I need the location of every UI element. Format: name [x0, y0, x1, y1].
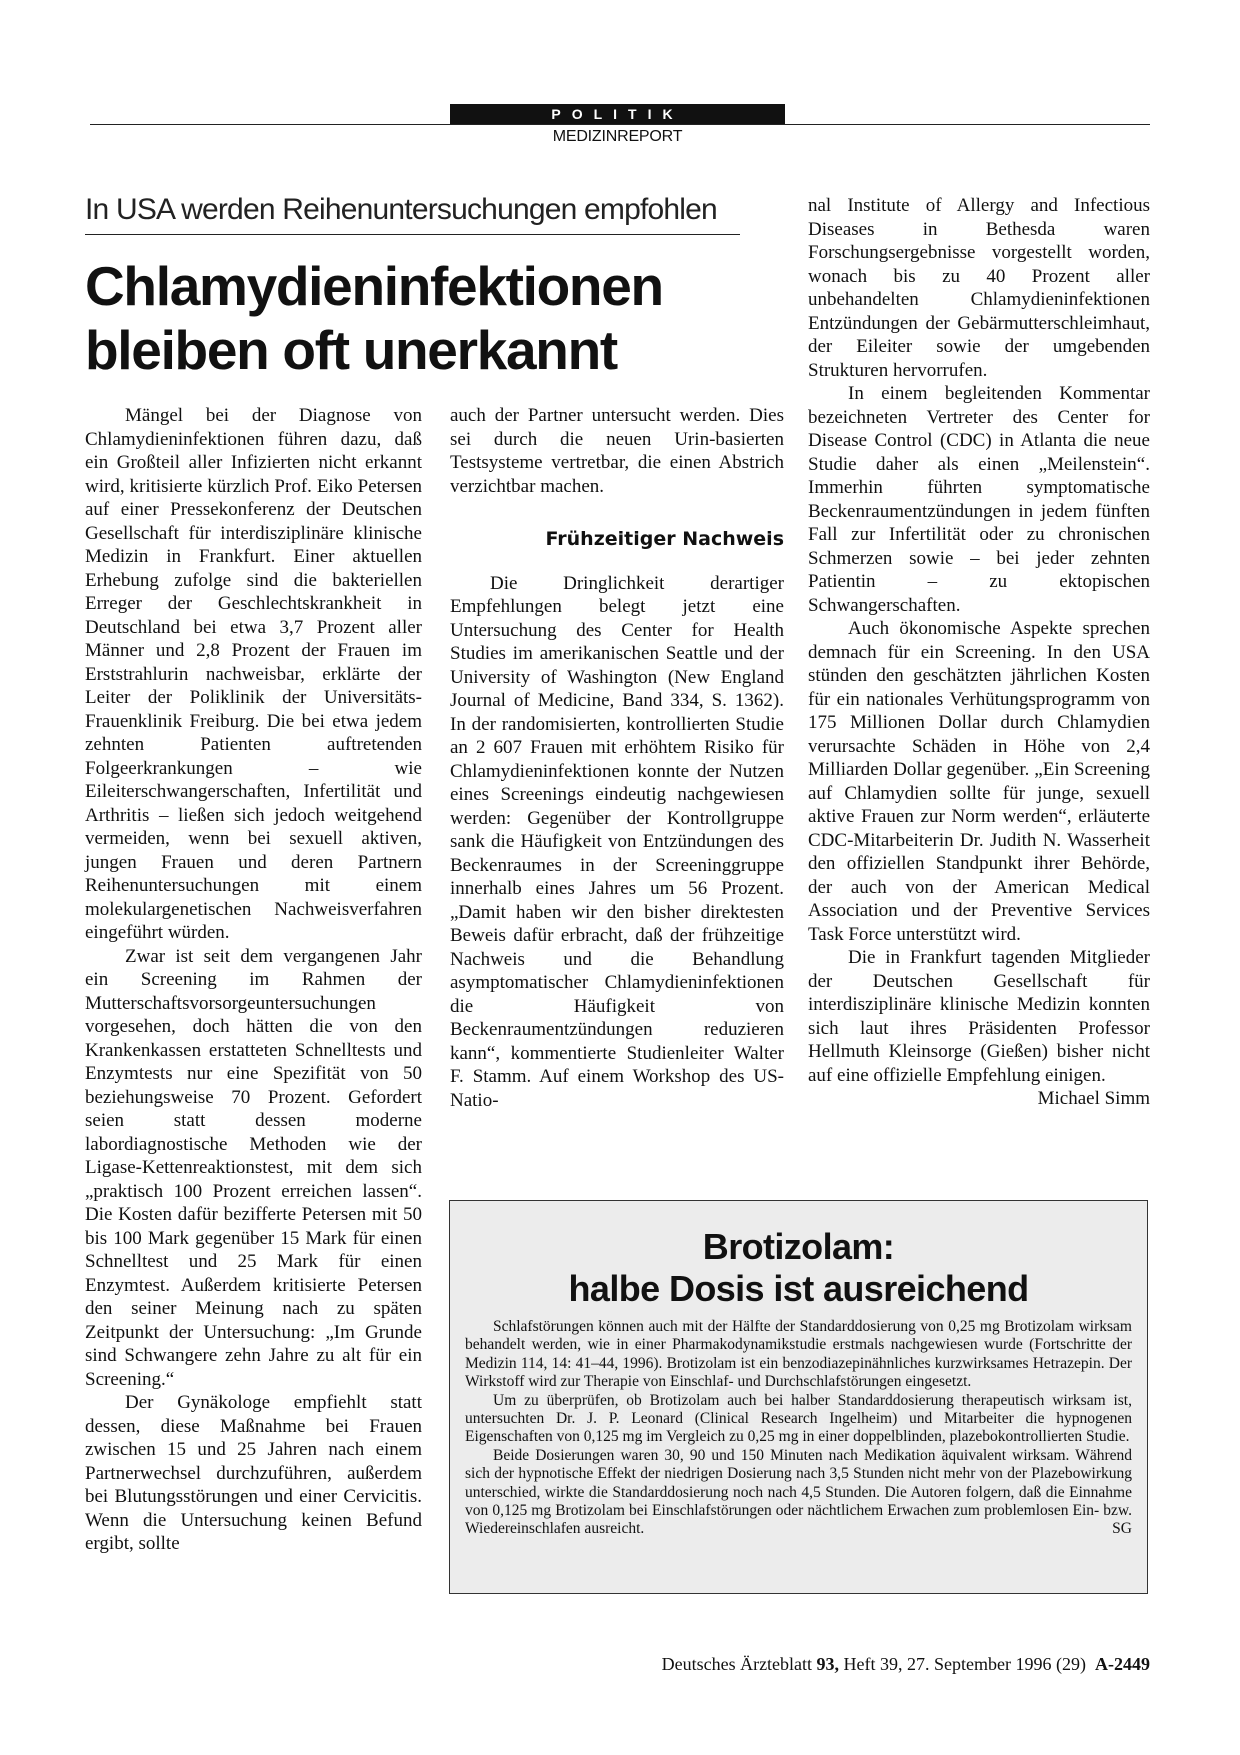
footer-journal: Deutsches Ärzteblatt: [661, 1654, 813, 1674]
page-footer: [662, 1654, 1150, 1675]
article-paragraph: nal Institute of Allergy and Infectious Diseases in Bethesda waren Forschungsergebnisse vorgestellt worden, wonach bis zu 40 Prozent aller unbehandelten Chlamydieninfektionen Entzündungen der Gebärmutterschleimhaut, der Eileiter sowie der umgebenden Strukturen hervorrufen.: [808, 195, 1150, 381]
footer-volume: 93,: [816, 1654, 840, 1674]
box-headline-line-1: Brotizolam:: [702, 1226, 895, 1267]
box-paragraph: [465, 1447, 1132, 1539]
box-paragraph-text: Beide Dosierungen waren 30, 90 und 150 Minuten nach Medikation äquivalent wirksam. Während sich der hypnotische Effekt der niedrigen Dosierung nach 3,5 Stunden nicht mehr von der Plazebowirkung unterschied, wirkte die Standarddosierung noch nach 4,5 Stunden. Die Autoren folgern, daß die Einnahme von 0,125 mg Brotizolam bei Einschlafstörungen oder nächtlichem Erwachen zum problemlosen Ein- bzw. Wiedereinschlafen ausreicht.: [465, 1446, 1132, 1538]
box-paragraph: Um zu überprüfen, ob Brotizolam auch bei halber Standarddosierung therapeutisch wirksam ist, untersuchten Dr. J. P. Leonard (Clinical Research Ingelheim) und Mitarbeiter die hypnogenen Eigenschaften von 0,125 mg im Vergleich zu 0,25 mg in einer doppelblinden, plazebokontrollierten Studie.: [465, 1391, 1132, 1446]
article-column-3: [808, 194, 1150, 1111]
footer-issue: Heft 39, 27. September 1996 (29): [843, 1654, 1086, 1674]
kicker-rule: [85, 234, 740, 235]
headline-line-1: Chlamydieninfektionen: [85, 255, 663, 317]
article-paragraph-text: Die in Frankfurt tagenden Mitglieder der Deutschen Gesellschaft für interdisziplinäre klinische Medizin konnten sich laut ihres Präsidenten Professor Hellmuth Kleinsorge (Gießen) bisher nicht auf eine offizielle Empfehlung einigen.: [808, 947, 1150, 1086]
header-rule: [90, 124, 1150, 125]
article-paragraph: In einem begleitenden Kommentar bezeichneten Vertreter des Center for Disease Control (CDC) in Atlanta die neue Studie daher als einen „Meilenstein“. Immerhin führten symptomatische Beckenraumentzündungen in jedem fünften Fall zur Infertilität oder zu chronischen Schmerzen sowie – bei jeder zehnten Patientin – zu ektopischen Schwangerschaften.: [808, 383, 1150, 616]
box-author-signature: SG: [1112, 1520, 1132, 1538]
box-paragraph: Schlafstörungen können auch mit der Hälfte der Standarddosierung von 0,25 mg Brotizolam wirksam behandelt werden, wie in einer Pharmakodynamikstudie erstmals nachgewiesen wurde (Fortschritte der Medizin 114, 14: 41–44, 1996). Brotizolam ist ein benzodiazepinähnliches kurzwirksames Hetrazepin. Der Wirkstoff wird zur Therapie von Einschlaf- und Durchschlafstörungen eingesetzt.: [465, 1318, 1132, 1391]
article-column-1: [85, 404, 422, 1556]
box-body: [465, 1318, 1132, 1539]
article-paragraph: auch der Partner untersucht werden. Dies sei durch die neuen Urin-basierten Testsysteme vertretbar, die einen Abstrich verzichtbar machen.: [450, 405, 784, 497]
section-subheading: Frühzeitiger Nachweis: [545, 528, 784, 550]
headline-line-2: bleiben oft unerkannt: [85, 319, 617, 381]
footer-page-number: A-2449: [1095, 1654, 1150, 1674]
box-headline: [449, 1226, 1148, 1310]
box-headline-line-2: halbe Dosis ist ausreichend: [568, 1268, 1029, 1309]
article-paragraph-last: [808, 946, 1150, 1109]
article-paragraph: Der Gynäkologe empfiehlt statt dessen, diese Maßnahme bei Frauen zwischen 15 und 25 Jahren nach einem Partnerwechsel durchzuführen, außerdem bei Blutungsstörungen und einer Cervicitis. Wenn die Untersuchung keinen Befund ergibt, sollte: [85, 1392, 422, 1554]
article-paragraph: Mängel bei der Diagnose von Chlamydieninfektionen führen dazu, daß ein Großteil aller Infizierten nicht erkannt wird, kritisierte kürzlich Prof. Eiko Petersen auf einer Pressekonferenz der Deutschen Gesellschaft für interdisziplinäre klinische Medizin in Frankfurt. Einer aktuellen Erhebung zufolge sind die bakteriellen Erreger der Geschlechtskrankheit in Deutschland bei etwa 3,7 Prozent aller Männer und 2,8 Prozent der Frauen im Erststrahlurin nachweisbar, erklärte der Leiter der Poliklinik der Universitäts-Frauenklinik Freiburg. Die bei etwa jedem zehnten Patienten auftretenden Folgeerkrankungen – wie Eileiterschwangerschaften, Infertilität und Arthritis – ließen sich jedoch weitgehend vermeiden, wenn bei sexuell aktiven, jungen Frauen und deren Partnern Reihenuntersuchungen mit einem molekulargenetischen Nachweisverfahren eingeführt würden.: [85, 405, 422, 943]
article-paragraph: Zwar ist seit dem vergangenen Jahr ein Screening im Rahmen der Mutterschaftsvorsorgeuntersuchungen vorgesehen, doch hätten die von den Krankenkassen erstatteten Schnelltests und Enzymtests nur eine Spezifität von 50 beziehungsweise 70 Prozent. Gefordert seien statt dessen moderne labordiagnostische Methoden wie der Ligase-Kettenreaktionstest, mit dem sich „praktisch 100 Prozent erreichen lassen“. Die Kosten dafür bezifferte Petersen mit 50 bis 100 Mark gegenüber 15 Mark für einen Schnelltest und 25 Mark für einen Enzymtest. Außerdem kritisierte Petersen den seiner Meinung nach zu späten Zeitpunkt der Untersuchung: „Im Grunde sind Schwangere zehn Jahre zu alt für ein Screening.“: [85, 945, 422, 1390]
article-headline: [85, 254, 745, 382]
article-paragraph: Auch ökonomische Aspekte sprechen demnach für ein Screening. In den USA stünden den geschätzten jährlichen Kosten für ein nationales Verhütungsprogramm von 175 Millionen Dollar durch Chlamydien verursachte Schäden in Höhe von 2,4 Milliarden Dollar gegenüber. „Ein Screening auf Chlamydien sollte für junge, sexuell aktive Frauen zur Norm werden“, erläuterte CDC-Mitarbeiterin Dr. Judith N. Wasserheit den offiziellen Standpunkt ihrer Behörde, der auch von der American Medical Association und der Preventive Services Task Force unterstützt wird.: [808, 618, 1150, 945]
article-column-2: [450, 404, 784, 1112]
section-label: POLITIK: [450, 104, 785, 124]
author-signature: Michael Simm: [1037, 1088, 1150, 1109]
subsection-label: MEDIZINREPORT: [552, 128, 683, 145]
article-kicker: In USA werden Reihenuntersuchungen empfohlen: [85, 193, 717, 226]
article-paragraph: Die Dringlichkeit derartiger Empfehlungen belegt jetzt eine Untersuchung des Center for Health Studies im amerikanischen Seattle und der University of Washington (New England Journal of Medicine, Band 334, S. 1362). In der randomisierten, kontrollierten Studie an 2 607 Frauen mit erhöhtem Risiko für Chlamydieninfektionen konnte der Nutzen eines Screenings eindeutig nachgewiesen werden: Gegenüber der Kontrollgruppe sank die Häufigkeit von Entzündungen des Beckenraumes in der Screeninggruppe innerhalb eines Jahres um 56 Prozent. „Damit haben wir den bisher direktesten Beweis dafür erbracht, daß der frühzeitige Nachweis und die Behandlung asymptomatischer Chlamydieninfektionen die Häufigkeit von Beckenraumentzündungen reduzieren kann“, kommentierte Studienleiter Walter F. Stamm. Auf einem Workshop des US-Natio-: [450, 572, 784, 1111]
